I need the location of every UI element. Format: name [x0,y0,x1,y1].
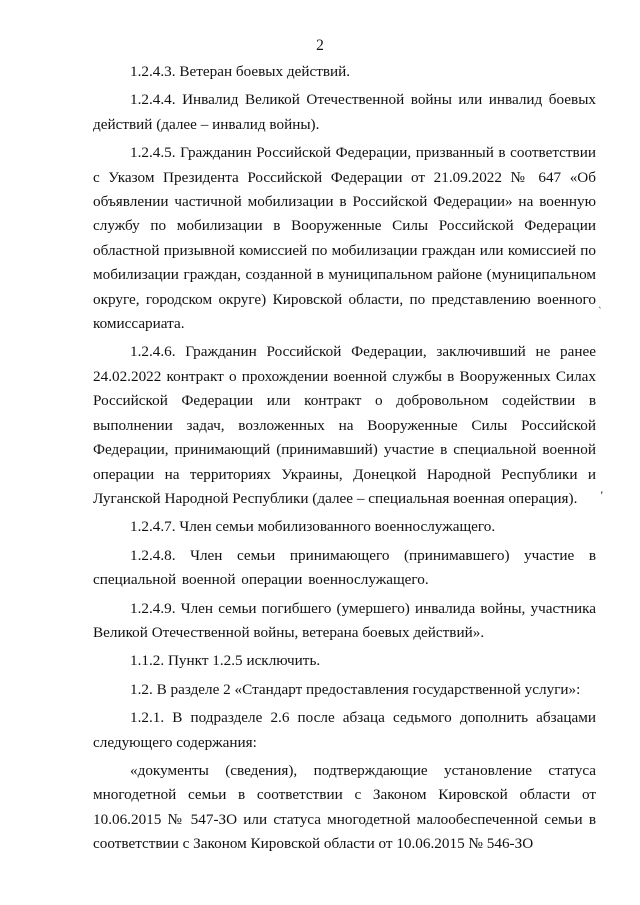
paragraph-1-2-4-5: 1.2.4.5. Гражданин Российской Федерации, призванный в соответствии с Указом Президента Российской Федерации от 21.09.2022 № 647 «Об объявлении частичной мобилизации в Российской Федерации» на военную службу по мобилизации в Вооруженные Силы Российской Федерации областной призывной комиссией по мобилизации граждан или комиссией по мобилизации граждан, созданной в муниципальном районе (муниципальном округе, городском округе) Кировской области, по представлению военного комиссариата. [93,144,596,333]
paragraph-1-2-1: 1.2.1. В подразделе 2.6 после абзаца седьмого дополнить абзацами следующего содержания: [93,709,596,751]
paragraph-1-2-4-3: 1.2.4.3. Ветеран боевых действий. [130,63,351,80]
scan-mark-tick: ˋ [598,307,603,317]
document-body [93,60,596,861]
paragraph-1-2: 1.2. В разделе 2 «Стандарт предоставления государственной услуги»: [130,680,581,698]
paragraph-1-1-2: 1.1.2. Пункт 1.2.5 исключить. [130,652,321,670]
paragraph-1-2-4-6: 1.2.4.6. Гражданин Российской Федерации, заключивший не ранее 24.02.2022 контракт о прохождении военной службы в Вооруженных Силах Российской Федерации или контракт о добровольном содействии в выполнении задач, возложенных на Вооруженные Силы Российской Федерации, принимающий (принимавший) участие в специальной военной операции на территориях Украины, Донецкой Народной Республики и Луганской Народной Республики (далее – специальная военная операция). [93,343,596,507]
paragraph-1-2-4-9: 1.2.4.9. Член семьи погибшего (умершего) инвалида войны, участника Великой Отечественной войны, ветерана боевых действий». [93,599,596,641]
scan-mark-comma: , [600,483,604,496]
paragraph-1-2-4-8: 1.2.4.8. Член семьи принимающего (принимавшего) участие в специальной военной операции военнослужащего. [93,546,596,589]
paragraph-1-2-4-4: 1.2.4.4. Инвалид Великой Отечественной войны или инвалид боевых действий (далее – инвалид войны). [93,91,596,133]
paragraph-1-2-4-7: 1.2.4.7. Член семьи мобилизованного военнослужащего. [130,518,496,536]
paragraph-quote: «документы (сведения), подтверждающие установление статуса многодетной семьи в соответствии с Законом Кировской области от 10.06.2015 № 547-ЗО или статуса многодетной малообеспеченной семьи в соответствии с Законом Кировской области от 10.06.2015 № 546-ЗО [93,761,596,853]
page-number: 2 [316,37,324,54]
